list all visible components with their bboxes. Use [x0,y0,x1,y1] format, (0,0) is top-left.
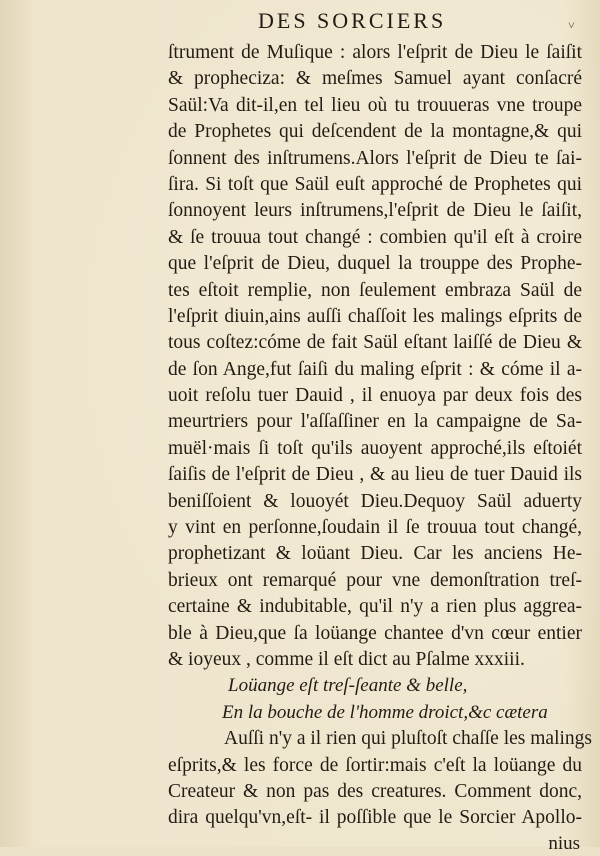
psalm-verse-line: Loüange eſt treſ-ſeante & belle, [228,675,468,697]
corner-mark: ˅ [568,18,575,32]
body-line: ſtrument de Muſique : alors l'eſprit de Dieu le ſaiſit [168,42,582,63]
body-line: de ſon Ange,fut ſaiſi du maling eſprit : & cóme il a- [168,358,582,380]
text-block [168,40,592,856]
paragraph-start-line: Auſſi n'y a il rien qui pluſtoſt chaſſe les malings [224,728,592,750]
body-line: & ioyeux , comme il eſt dict au Pſalme xxxiii. [168,648,525,670]
body-line: ſonnent des inſtrumens.Alors l'eſprit de Dieu te ſai- [168,147,582,169]
body-line: que l'eſprit de Dieu, duquel la trouppe des Prophe- [168,253,582,275]
body-line: & propheciza: & meſmes Samuel ayant conſacré [168,68,582,90]
body-line: beniſſoient & louoyét Dieu.Dequoy Saül aduerty [168,490,582,512]
body-line: Saül:Va dit-il,en tel lieu où tu trouueras vne troupe [168,94,582,116]
body-line: & ſe trouua tout changé : combien qu'il eſt à croire [168,226,582,248]
body-line: tous coſtez:cóme de fait Saül eſtant laiſſé de Dieu & [168,332,582,354]
body-line: l'eſprit diuin,ains auſſi chaſſoit les malings eſprits de [168,305,582,327]
catchword: nius [548,832,580,854]
body-line: muël·mais ſi toſt qu'ils auoyent approché,ils eſtoiét [168,437,582,459]
psalm-verse-line: En la bouche de l'homme droict,&c cætera [222,701,548,723]
body-line: uoit reſolu tuer Dauid , il enuoya par deux fois des [168,385,582,407]
running-title: DES SORCIERS [258,8,447,33]
body-line: prophetizant & loüant Dieu. Car les anciens He- [168,543,582,565]
body-line: y vint en perſonne,ſoudain il ſe trouua tout changé, [168,517,582,539]
body-line: certaine & indubitable, qu'il n'y a rien plus aggrea- [168,596,582,618]
body-line: eſprits,& les force de ſortir:mais c'eſt la loüange du [168,754,582,776]
body-line: de Prophetes qui deſcendent de la montagne,& qui [168,121,582,143]
body-line: ſira. Si toſt que Saül euſt approché de Prophetes qui [168,173,582,195]
body-line: ble à Dieu,que ſa loüange chantee d'vn cœur entier [168,622,582,644]
body-line: ſaiſis de l'eſprit de Dieu , & au lieu de tuer Dauid ils [168,464,582,486]
body-line: meurtriers pour l'aſſaſſiner en la campaigne de Sa- [168,411,582,433]
body-line: brieux ont remarqué pour vne demonſtration treſ- [168,569,582,591]
body-line: dira quelqu'vn,eſt- il poſſible que le Sorcier Apollo- [168,807,582,829]
body-line: ſonnoyent leurs inſtrumens,l'eſprit de Dieu le ſaiſit, [168,200,582,222]
body-line: tes eſtoit remplie, non ſeulement embraza Saül de [168,279,582,301]
body-line: Createur & non pas des creatures. Comment donc, [168,780,582,802]
